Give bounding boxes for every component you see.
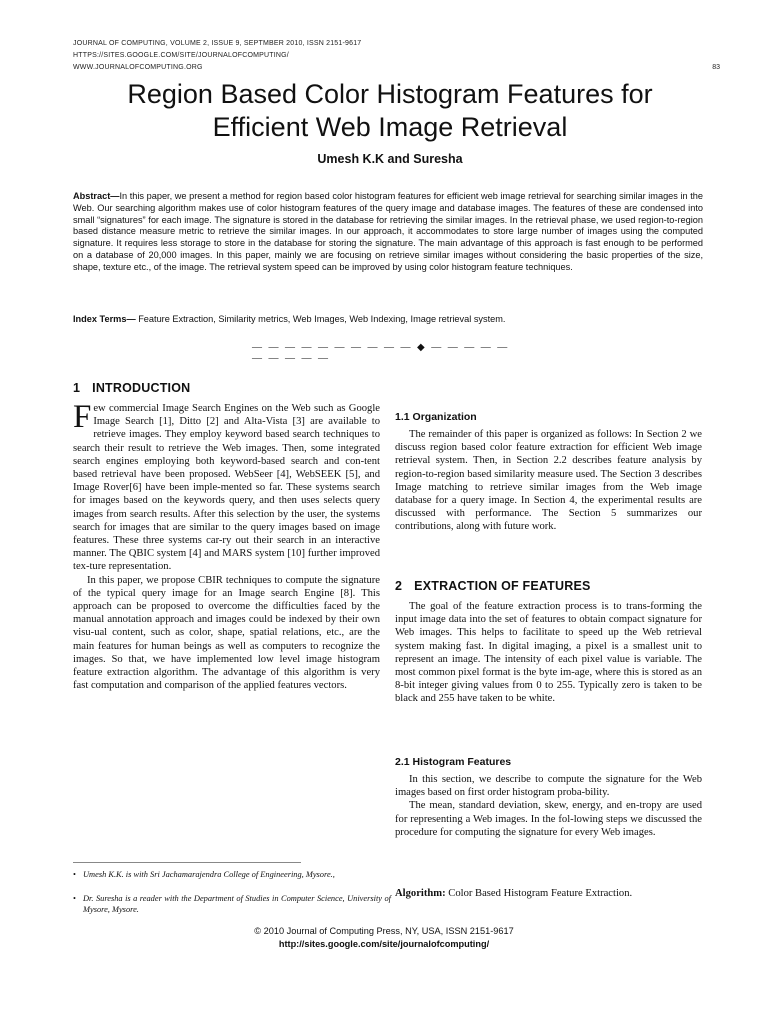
section-heading-organization bbox=[395, 411, 702, 423]
introduction-paragraph-1-text: ew commercial Image Search Engines on the Web such as Google Image Search [1], Ditto [2] and Alta-Vista [3] are available to retrieve images. They employ keyword based search techniques to search their result to retrieve the Web images. Then, some integrated search engines employing both keyword-based search and con-tent based retrieval have been proposed. WebSeer [4], WebSEEK [5], and Image Rover[6] have been imple-mented so far. These systems search for images based on the keywords query, and then uses selects query images from search results. After this selection by the user, the systems search for images that are similar to the query images based on image features. These three systems car-ry out their search in an interactive manner. The QBIC system [4] and MARS system [10] further improved tex-ture representation. bbox=[73, 403, 380, 573]
index-terms-label: Index Terms— bbox=[73, 314, 136, 324]
footnote-text: Umesh K.K. is with Sri Jachamarajendra College of Engineering, Mysore., bbox=[83, 870, 335, 879]
drop-cap: F bbox=[73, 399, 92, 435]
section-divider: — — — — — — — — — — ◆ — — — — — — — — — — bbox=[252, 342, 510, 364]
journal-header-line-3: WWW.JOURNALOFCOMPUTING.ORG bbox=[73, 64, 203, 71]
journal-header-line-1: JOURNAL OF COMPUTING, VOLUME 2, ISSUE 9, SEPTMBER 2010, ISSN 2151-9617 bbox=[73, 40, 362, 47]
algorithm-name: Color Based Histogram Feature Extraction. bbox=[445, 888, 633, 899]
index-terms-text: Feature Extraction, Similarity metrics, Web Images, Web Indexing, Image retrieval system. bbox=[135, 314, 506, 324]
algorithm-caption bbox=[395, 888, 632, 899]
paper-title-line-2: Efficient Web Image Retrieval bbox=[212, 112, 568, 142]
section-heading-extraction-of-features bbox=[395, 579, 702, 593]
section-heading-introduction bbox=[73, 381, 380, 395]
extraction-paragraph: The goal of the feature extraction process is to trans-forming the input image data into the set of features to obtain compact signature for Web images. This helps to facilitate to speed up the Web retrieval system making fast. In digital imaging, a pixel is a smallest unit to represent an image. The intensity of each pixel value is variable. The most common pixel format is the byte im-age, where this is stored as an 8-bit integer giving values from 0 to 255. Typically zero is taken to be black and 255 have taken to be white. bbox=[395, 601, 702, 705]
histogram-paragraph-2: The mean, standard deviation, skew, energy, and en-tropy are used for representing a Web images. In the fol-lowing steps we discussed the procedure for computing the signature for every Web images. bbox=[395, 800, 702, 838]
page-number: 83 bbox=[712, 64, 720, 71]
organization-paragraph: The remainder of this paper is organized as follows: In Section 2 we discuss region based color feature extraction for efficient Web image retrieval system. Then, in Section 2.2 describes feature analysis by region-to-region based similarity measure used. The Section 3 describes Image matching to retrieve similar images from the Web image database for a query image. In Section 4, the experimental results are discussed with performance. The Section 5 summarizes our contributions, along with future work. bbox=[395, 429, 702, 533]
histogram-paragraph-1: In this section, we describe to compute the signature for the Web images based on first order histogram proba-bility. bbox=[395, 774, 702, 799]
introduction-body bbox=[73, 399, 380, 692]
paper-title-line-1: Region Based Color Histogram Features for bbox=[127, 79, 653, 109]
abstract-label: Abstract— bbox=[73, 191, 120, 201]
footnote-rule bbox=[73, 862, 301, 863]
section-number: 1 bbox=[73, 381, 81, 395]
footer-url: http://sites.google.com/site/journalofcomputing/ bbox=[278, 939, 490, 949]
index-terms bbox=[73, 314, 703, 324]
footnote-author-2 bbox=[73, 894, 391, 915]
section-title: EXTRACTION OF FEATURES bbox=[414, 579, 591, 593]
abstract-text: In this paper, we present a method for region based color histogram features for efficient web image retrieval for searching similar images in the Web. Our searching algorithm makes use of color histogram features of the query image and database images. The features of these are condensed into small “signatures” for each image. The signature is stored in the database for retrieving the similar images. In the retrieval phase, we used region-to-region based distance measure metric to retrieve the similar images. In our approach, it accommodates to store large number of images using the computed signature. It requires less storage to store in the database for storing the signature. The main advantage of this approach is fast enough to be performed on a database of 20,000 images. In this paper, mainly we are focusing on retrieve similar images without considering the basic properties of the size, shape, texture etc., of the image. The retrieval system speed can be improved by using color histogram feature techniques. bbox=[73, 191, 703, 272]
section-number: 2 bbox=[395, 579, 403, 593]
abstract bbox=[73, 191, 703, 274]
footnote-bullet: • bbox=[73, 894, 76, 903]
section-number: 1.1 bbox=[395, 411, 410, 423]
footnote-bullet: • bbox=[73, 870, 76, 879]
section-heading-histogram-features bbox=[395, 756, 702, 768]
section-title: INTRODUCTION bbox=[92, 381, 191, 395]
histogram-body bbox=[395, 773, 702, 839]
journal-header-line-2: HTTPS://SITES.GOOGLE.COM/SITE/JOURNALOFCOMPUTING/ bbox=[73, 52, 289, 59]
paper-title bbox=[40, 78, 740, 144]
introduction-paragraph-2: In this paper, we propose CBIR techniques to compute the signature of the typical query image for an Image search Engine [8]. This approach can be proposed to overcome the difficulties faced by the manual annotation approach and images could be indexed by their own visu-ual content, such as color, shape, spatial relations, etc., are the main features for human beings as well as computers to recognize the images. So that, we have implemented low level image histogram feature extraction algorithm. The advantage of this algorithm is very fast computation and comparison of the applied features vectors. bbox=[73, 574, 380, 692]
footer-copyright: © 2010 Journal of Computing Press, NY, USA, ISSN 2151-9617 bbox=[254, 926, 514, 936]
footnote-author-1 bbox=[73, 870, 391, 881]
footnote-text: Dr. Suresha is a reader with the Department of Studies in Computer Science, University of Mysore, Mysore. bbox=[83, 894, 391, 914]
algorithm-label: Algorithm: bbox=[395, 888, 446, 899]
section-title: Histogram Features bbox=[412, 756, 512, 768]
section-title: Organization bbox=[412, 411, 477, 423]
introduction-paragraph-1 bbox=[73, 399, 380, 574]
section-number: 2.1 bbox=[395, 756, 410, 768]
paper-authors: Umesh K.K and Suresha bbox=[317, 152, 463, 166]
